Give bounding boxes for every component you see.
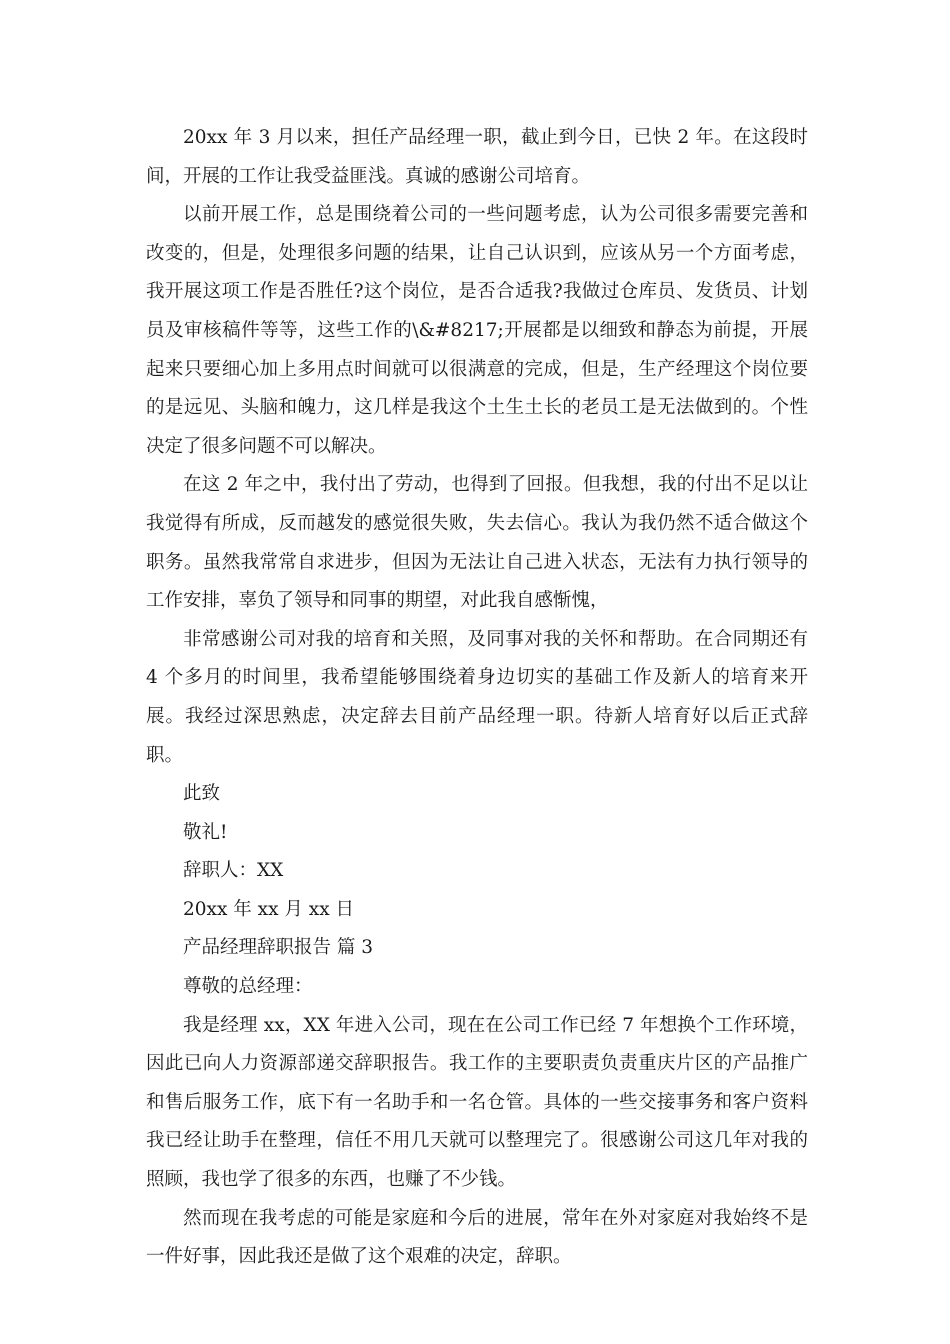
body-paragraph-1: 20xx 年 3 月以来，担任产品经理一职，截止到今日，已快 2 年。在这段时间，开展的工作让我受益匪浅。真诚的感谢公司培育。 (146, 127, 808, 187)
greeting-line: 尊敬的总经理： (183, 976, 313, 998)
closing-respect: 敬礼! (183, 821, 228, 843)
document-page (146, 119, 808, 1277)
body-paragraph-5: 我是经理 xx，XX 年进入公司，现在在公司工作已经 7 年想换个工作环境，因此已向人力资源部递交辞职报告。我工作的主要职责负责重庆片区的产品推广和售后服务工作，底下有一名助手和一名仓管。具体的一些交接事务和客户资料我已经让助手在整理，信任不用几天就可以整理完了。很感谢公司这几年对我的照顾，我也学了很多的东西，也赚了不少钱。 (146, 1014, 808, 1191)
body-paragraph-3: 在这 2 年之中，我付出了劳动，也得到了回报。但我想，我的付出不足以让我觉得有所成，反而越发的感觉很失败，失去信心。我认为我仍然不适合做这个职务。虽然我常常自求进步，但因为无法让自己进入状态，无法有力执行领导的工作安排，辜负了领导和同事的期望，对此我自感惭愧， (146, 474, 808, 612)
date-line: 20xx 年 xx 月 xx 日 (183, 898, 355, 920)
body-paragraph-6: 然而现在我考虑的可能是家庭和今后的进展，常年在外对家庭对我始终不是一件好事，因此我还是做了这个艰难的决定，辞职。 (146, 1207, 808, 1268)
section-title: 产品经理辞职报告 篇 3 (183, 937, 374, 959)
body-paragraph-4: 非常感谢公司对我的培育和关照，及同事对我的关怀和帮助。在合同期还有 4 个多月的时间里，我希望能够围绕着身边切实的基础工作及新人的培育来开展。我经过深思熟虑，决定辞去目前产品经理一职。待新人培育好以后正式辞职。 (146, 628, 808, 766)
closing-salutation: 此致 (183, 783, 221, 805)
body-paragraph-2: 以前开展工作，总是围绕着公司的一些问题考虑，认为公司很多需要完善和改变的，但是，处理很多问题的结果，让自己认识到，应该从另一个方面考虑，我开展这项工作是否胜任?这个岗位，是否合适我?我做过仓库员、发货员、计划员及审核稿件等等，这些工作的\&#8217;开展都是以细致和静态为前提，开展起来只要细心加上多用点时间就可以很满意的完成，但是，生产经理这个岗位要的是远见、头脑和魄力，这几样是我这个土生土长的老员工是无法做到的。个性决定了很多问题不可以解决。 (146, 204, 808, 457)
signer-line: 辞职人：XX (183, 860, 284, 882)
